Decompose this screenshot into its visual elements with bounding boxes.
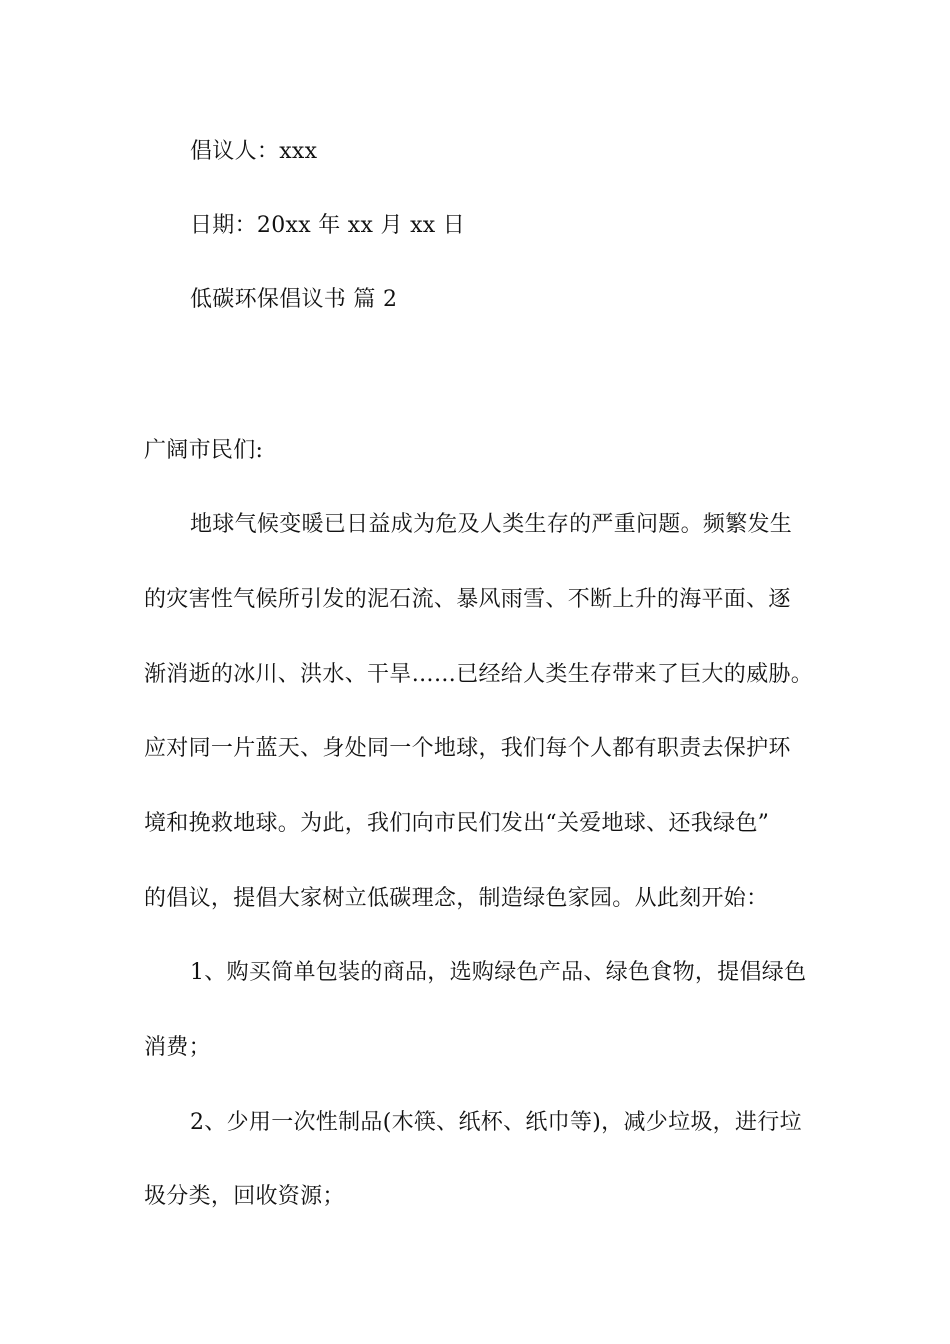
salutation: 广阔市民们: <box>144 438 264 463</box>
paragraph-line: 应对同一片蓝天、身处同一个地球，我们每个人都有职责去保护环 <box>144 736 791 761</box>
paragraph-line: 2、少用一次性制品(木筷、纸杯、纸巾等)，减少垃圾，进行垃 <box>190 1110 802 1135</box>
signer-line: 倡议人：xxx <box>190 139 318 164</box>
paragraph-line: 渐消逝的冰川、洪水、干旱……已经给人类生存带来了巨大的威胁。 <box>144 662 814 687</box>
date-line: 日期：20xx 年 xx 月 xx 日 <box>190 213 466 238</box>
paragraph-line: 境和挽救地球。为此，我们向市民们发出“关爱地球、还我绿色” <box>144 811 770 836</box>
paragraph-line: 地球气候变暖已日益成为危及人类生存的严重问题。频繁发生 <box>190 512 793 537</box>
paragraph-line: 的倡议，提倡大家树立低碳理念，制造绿色家园。从此刻开始： <box>144 886 769 911</box>
section-title: 低碳环保倡议书 篇 2 <box>190 287 398 312</box>
paragraph-line: 的灾害性气候所引发的泥石流、暴风雨雪、不断上升的海平面、逐 <box>144 587 791 612</box>
paragraph-line: 消费； <box>144 1035 211 1060</box>
paragraph-line: 1、购买简单包装的商品，选购绿色产品、绿色食物，提倡绿色 <box>190 960 807 985</box>
paragraph-line: 圾分类，回收资源； <box>144 1184 345 1209</box>
